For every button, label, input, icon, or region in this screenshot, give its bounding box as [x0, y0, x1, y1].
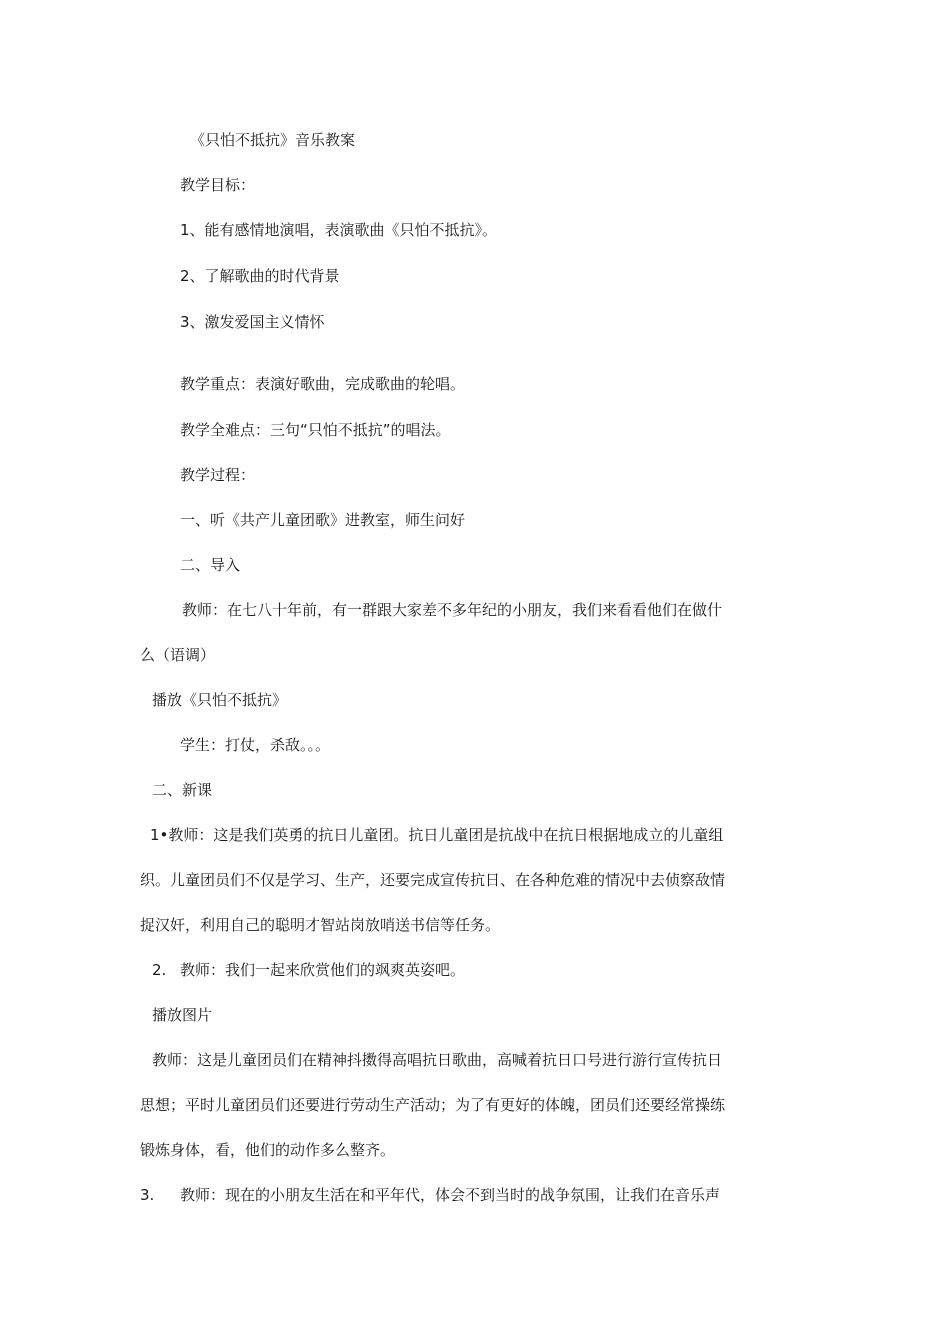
student-reply: 学生：打仗，杀敌。。。 [180, 736, 331, 754]
pictures-teacher-line-2: 思想；平时儿童团员们还要进行劳动生产活动；为了有更好的体魄，团员们还要经常操练 [140, 1096, 726, 1114]
goal-item-1: 1、能有感情地演唱，表演歌曲《只怕不抵抗》。 [180, 221, 498, 239]
new-lesson-3 [140, 1185, 720, 1205]
new-lesson-3-number: 3. [140, 1186, 155, 1204]
difficult-point: 教学全难点：三句“只怕不抵抗”的唱法。 [180, 421, 451, 439]
process-heading: 教学过程： [180, 466, 256, 484]
new-lesson-3-text: 教师：现在的小朋友生活在和平年代，体会不到当时的战争氛围，让我们在音乐声 [180, 1186, 721, 1204]
new-lesson-2 [152, 960, 465, 980]
step-2: 二、导入 [180, 556, 241, 574]
document-title: 《只怕不抵抗》音乐教案 [190, 131, 356, 149]
play-song: 播放《只怕不抵抗》 [152, 691, 288, 709]
key-point: 教学重点：表演好歌曲，完成歌曲的轮唱。 [180, 375, 466, 393]
new-lesson-1-line-3: 捉汉奸，利用自己的聪明才智站岗放哨送书信等任务。 [140, 916, 501, 934]
pictures-teacher-line-1: 教师：这是儿童团员们在精神抖擞得高唱抗日歌曲，高喊着抗日口号进行游行宣传抗日 [152, 1051, 723, 1069]
goal-item-3: 3、激发爱国主义情怀 [180, 313, 325, 331]
step-3: 二、新课 [152, 781, 213, 799]
new-lesson-2-number: 2. [152, 961, 167, 979]
goals-heading: 教学目标： [180, 176, 256, 194]
pictures-teacher-line-3: 锻炼身体，看，他们的动作多么整齐。 [140, 1141, 396, 1159]
step-1: 一、听《共产儿童团歌》进教室，师生问好 [180, 511, 466, 529]
intro-teacher-line-2: 么（语调） [140, 646, 216, 664]
goal-item-2: 2、了解歌曲的时代背景 [180, 267, 340, 285]
new-lesson-1-line-2: 织。儿童团员们不仅是学习、生产，还要完成宣传抗日、在各种危难的情况中去侦察敌情 [140, 871, 726, 889]
new-lesson-2-text: 教师：我们一起来欣赏他们的飒爽英姿吧。 [180, 961, 466, 979]
new-lesson-1-line-1: 1•教师：这是我们英勇的抗日儿童团。抗日儿童团是抗战中在抗日根据地成立的儿童组 [150, 826, 724, 844]
play-pictures: 播放图片 [152, 1006, 213, 1024]
intro-teacher-line-1: 教师：在七八十年前，有一群跟大家差不多年纪的小朋友，我们来看看他们在做什 [182, 601, 723, 619]
